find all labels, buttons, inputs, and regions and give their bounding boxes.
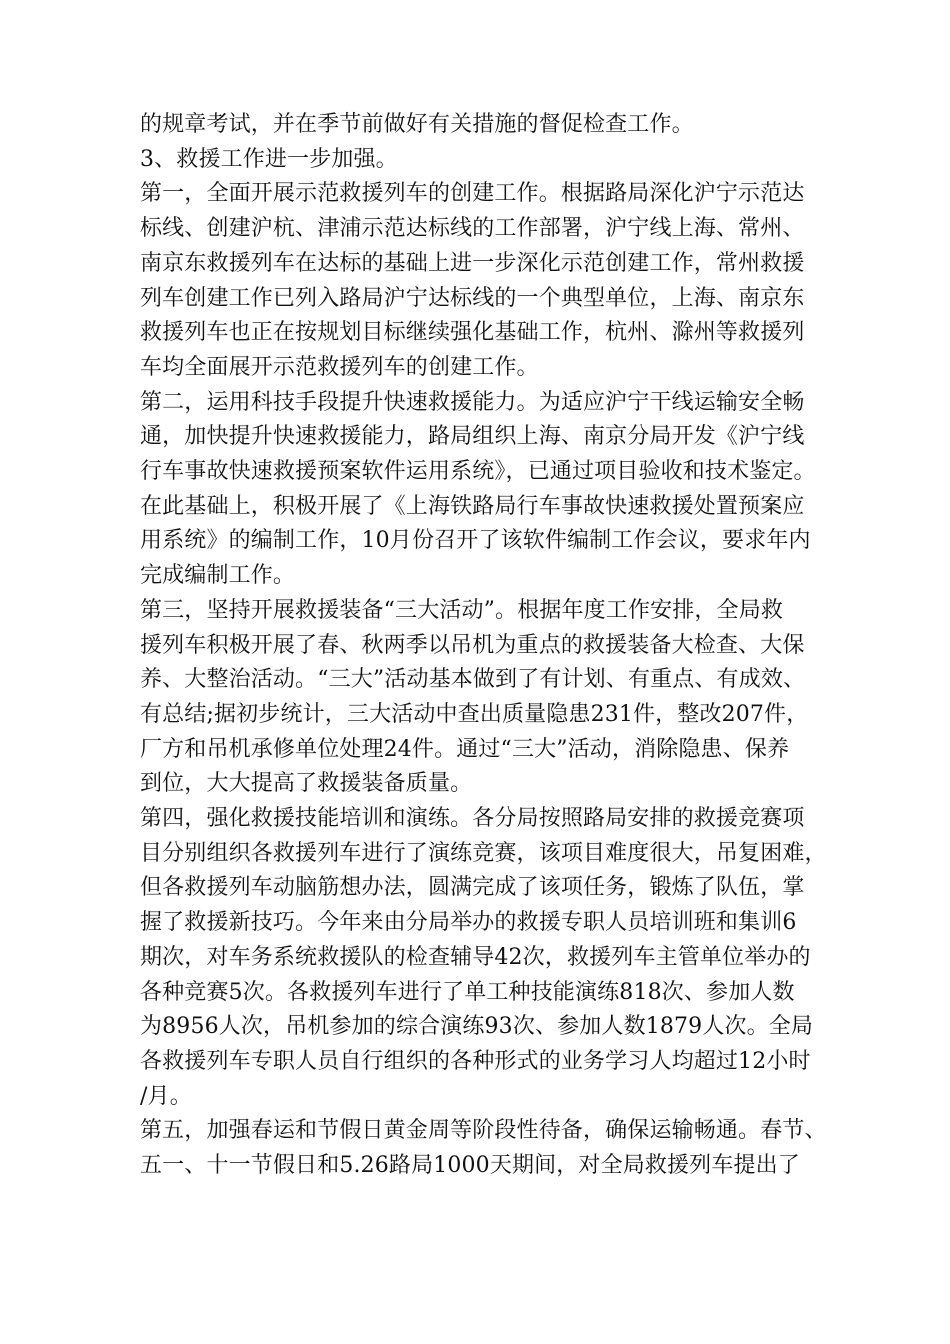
text-line: 南京东救援列车在达标的基础上进一步深化示范创建工作，常州救援 [140, 250, 805, 276]
text-line: 第四，强化救援技能培训和演练。各分局按照路局安排的救援竞赛项 [140, 806, 805, 832]
text-line: 第三，坚持开展救援装备“三大活动”。根据年度工作安排，全局救 [140, 597, 783, 623]
text-line: 的规章考试，并在季节前做好有关措施的督促检查工作。 [140, 112, 694, 137]
text-line: 在此基础上，积极开展了《上海铁路局行车事故快速救援处置预案应 [140, 493, 805, 519]
text-line: 通，加快提升快速救援能力，路局组织上海、南京分局开发《沪宁线 [140, 424, 805, 450]
text-line: 第一，全面开展示范救援列车的创建工作。根据路局深化沪宁示范达 [140, 181, 805, 207]
text-line: 救援列车也正在按规划目标继续强化基础工作，杭州、滁州等救援列 [140, 320, 805, 346]
text-line: 五一、十一节假日和5.26路局1000天期间，对全局救援列车提出了 [140, 1153, 800, 1179]
section-heading: 3、救援工作进一步加强。 [140, 146, 398, 172]
text-line: 到位，大大提高了救援装备质量。 [140, 771, 473, 797]
text-line: 目分别组织各救援列车进行了演练竞赛，该项目难度很大，吊复困难， [140, 840, 827, 866]
text-line: /月。 [140, 1083, 192, 1109]
text-line: 行车事故快速救援预案软件运用系统》，已通过项目验收和技术鉴定。 [140, 459, 816, 485]
text-line: 第五，加强春运和节假日黄金周等阶段性待备，确保运输畅通。春节、 [140, 1118, 827, 1144]
text-line: 期次，对车务系统救援队的检查辅导42次，救援列车主管单位举办的 [140, 944, 811, 970]
text-line: 厂方和吊机承修单位处理24件。通过“三大”活动，消除隐患、保养 [140, 736, 790, 762]
text-line: 各种竞赛5次。各救援列车进行了单工种技能演练818次、参加人数 [140, 979, 795, 1005]
text-line: 援列车积极开展了春、秋两季以吊机为重点的救援装备大检查、大保 [140, 632, 805, 658]
text-line: 各救援列车专职人员自行组织的各种形式的业务学习人均超过12小时 [140, 1048, 811, 1074]
text-line: 有总结;据初步统计，三大活动中查出质量隐患231件，整改207件， [140, 701, 809, 727]
text-line: 第二，运用科技手段提升快速救援能力。为适应沪宁干线运输安全畅 [140, 389, 805, 415]
text-line: 但各救援列车动脑筋想办法，圆满完成了该项任务，锻炼了队伍，掌 [140, 875, 805, 901]
text-line: 列车创建工作已列入路局沪宁达标线的一个典型单位，上海、南京东 [140, 285, 805, 311]
text-line: 养、大整治活动。“三大”活动基本做到了有计划、有重点、有成效、 [140, 667, 806, 693]
text-line: 标线、创建沪杭、津浦示范达标线的工作部署，沪宁线上海、常州、 [140, 216, 805, 242]
text-line: 用系统》的编制工作，10月份召开了该软件编制工作会议，要求年内 [140, 528, 811, 554]
text-line: 握了救援新技巧。今年来由分局举办的救援专职人员培训班和集训6 [140, 910, 797, 936]
text-line: 为8956人次，吊机参加的综合演练93次、参加人数1879人次。全局 [140, 1014, 814, 1040]
text-line: 车均全面展开示范救援列车的创建工作。 [140, 354, 539, 380]
text-line: 完成编制工作。 [140, 563, 296, 589]
document-body [140, 108, 827, 1184]
